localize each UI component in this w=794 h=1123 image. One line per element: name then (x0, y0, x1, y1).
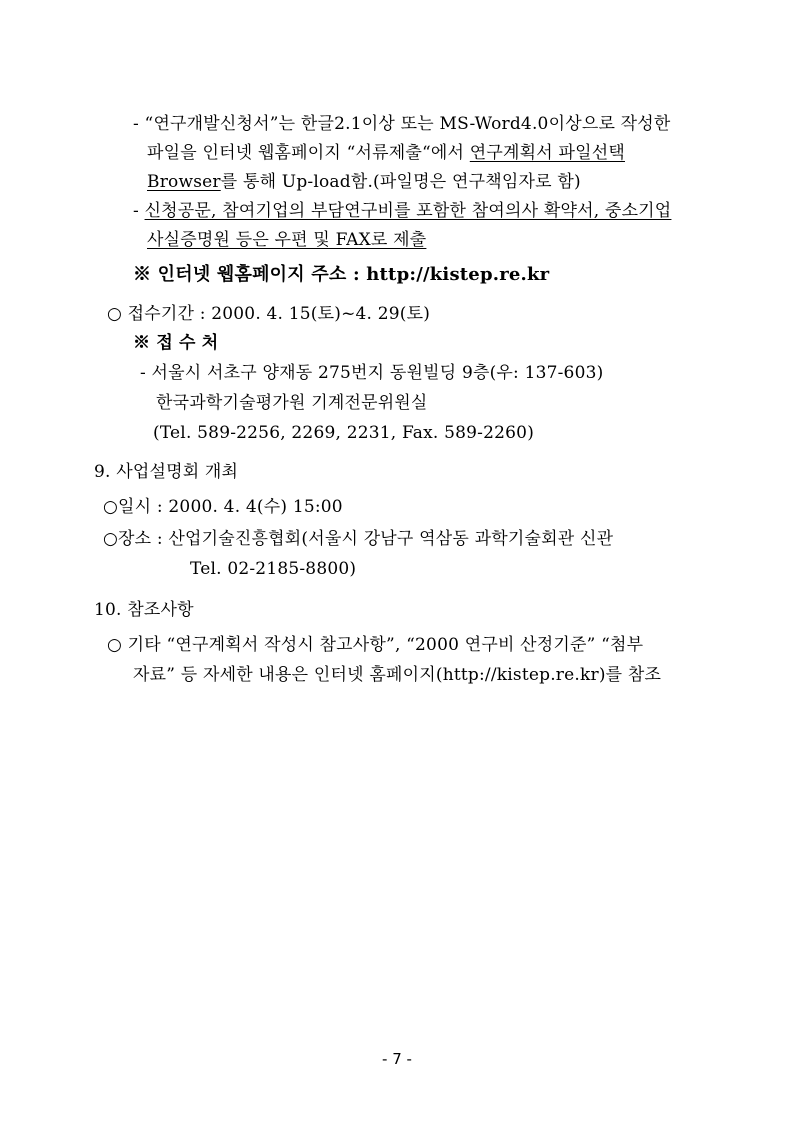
text: ○ 접수기간 : 2000. 4. 15(토)~4. 29(토) (107, 304, 431, 324)
reference-line-2 (133, 664, 661, 686)
bullet-form-line-3 (147, 171, 581, 193)
dash: - (133, 201, 145, 221)
reception-contact (153, 422, 534, 444)
bullet-form-line-1 (133, 113, 671, 135)
text: ※ 인터넷 웹홈페이지 주소 : http://kistep.re.kr (133, 264, 550, 285)
text: ※ 접 수 처 (133, 333, 219, 353)
text: ○일시 : 2000. 4. 4(수) 15:00 (103, 497, 343, 517)
bullet-submit-line-1 (133, 200, 671, 222)
text: ○ 기타 “연구계획서 작성시 참고사항”, “2000 연구비 산정기준” “첨부 (107, 635, 644, 655)
text: - “연구개발신청서”는 한글2.1이상 또는 MS-Word4.0이상으로 작성한 (133, 114, 671, 134)
section-10-heading (94, 599, 194, 621)
page-number: - 7 - (382, 1050, 412, 1068)
bullet-submit-line-2 (147, 229, 426, 251)
briefing-date (103, 496, 343, 518)
underlined-text: 사실증명원 등은 우편 및 FAX로 제출 (147, 230, 427, 250)
reception-address (140, 362, 603, 384)
text: ○장소 : 산업기술진흥협회(서울시 강남구 역삼동 과학기술회관 신관 (103, 529, 614, 549)
text: 10. 참조사항 (94, 600, 194, 620)
section-9-heading (94, 461, 238, 483)
reference-line-1 (107, 634, 643, 656)
underlined-text: 신청공문, 참여기업의 부담연구비를 포함한 참여의사 확약서, 중소기업 (144, 201, 672, 221)
briefing-place-line-1 (103, 528, 613, 550)
reception-office (156, 392, 428, 414)
text: Tel. 02-2185-8800) (190, 559, 357, 579)
text: 한국과학기술평가원 기계전문위원실 (156, 393, 428, 413)
text: 파일을 인터넷 웹홈페이지 “서류제출“에서 (147, 143, 470, 163)
reception-place-heading (133, 332, 218, 354)
text: 9. 사업설명회 개최 (94, 462, 239, 482)
text: (Tel. 589-2256, 2269, 2231, Fax. 589-2260) (153, 423, 535, 443)
text: 를 통해 Up-load함.(파일명은 연구책임자로 함) (220, 172, 581, 192)
reception-period (107, 303, 430, 325)
homepage-address-note (133, 264, 549, 286)
text: 자료” 등 자세한 내용은 인터넷 홈페이지(http://kistep.re.kr)를 참조 (133, 665, 662, 685)
underlined-text: Browser (147, 172, 221, 192)
text: - 서울시 서초구 양재동 275번지 동원빌딩 9층(우: 137-603) (140, 363, 604, 383)
briefing-place-line-2 (190, 558, 356, 580)
bullet-form-line-2 (147, 142, 625, 164)
underlined-text: 연구계획서 파일선택 (469, 143, 625, 163)
